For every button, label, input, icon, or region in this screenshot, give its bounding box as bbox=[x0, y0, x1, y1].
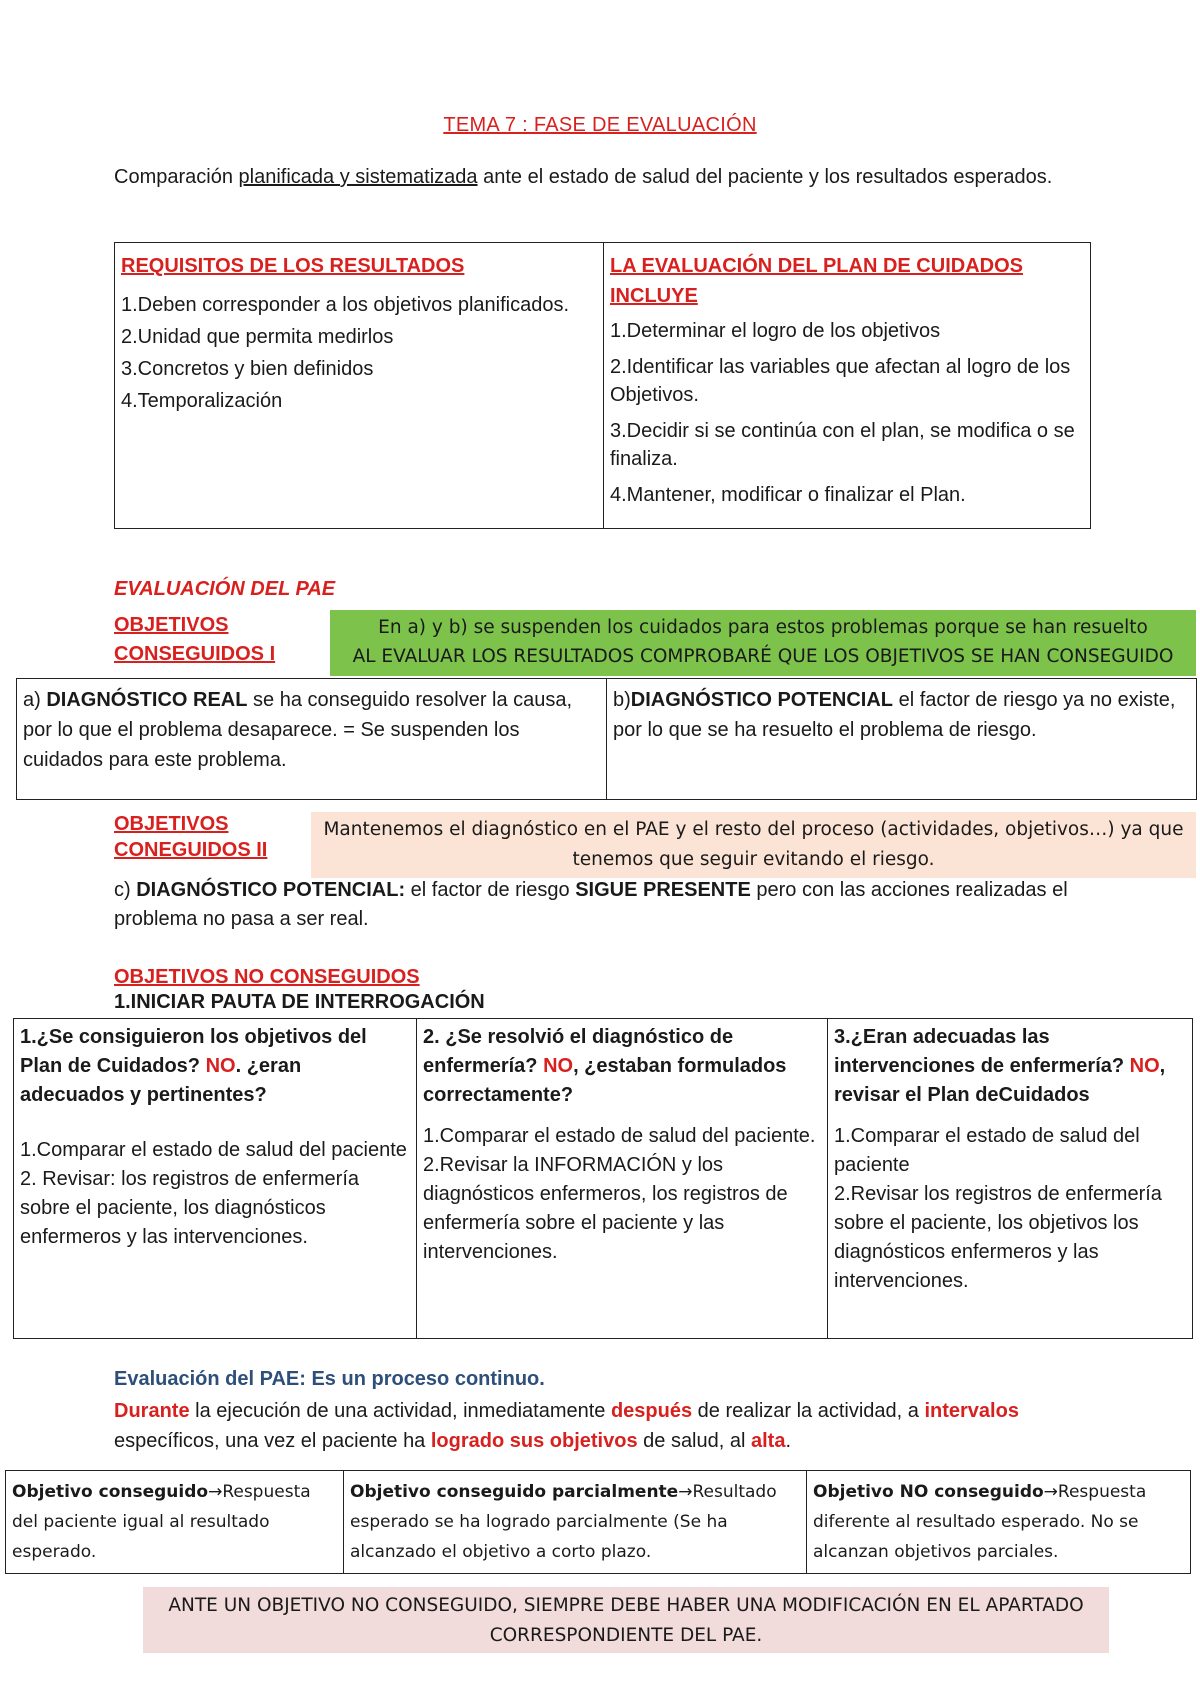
diagnostico-a-prefix: a) bbox=[23, 689, 47, 711]
interrogacion-body: 1.Comparar el estado de salud del paciente 2. Revisar: los registros de enfermería sobre el paciente, los diagnósticos enfermeros y las intervenciones. bbox=[20, 1139, 407, 1248]
keyword-alta: alta bbox=[751, 1430, 786, 1452]
intro-text-post: ante el estado de salud del paciente y los resultados esperados. bbox=[477, 166, 1053, 188]
keyword-durante: Durante bbox=[114, 1400, 190, 1422]
continuo-text: de realizar la actividad, a bbox=[692, 1400, 925, 1422]
resultado-no-conseguido-cell bbox=[807, 1471, 1191, 1574]
diagnostico-c-text2: pero con las acciones realizadas el problema no pasa a ser real. bbox=[114, 879, 1068, 930]
requisitos-item: 2.Unidad que permita medirlos bbox=[121, 326, 394, 348]
resultado-label: Objetivo conseguido parcialmente bbox=[350, 1482, 679, 1502]
question-text: 3.¿Eran adecuadas las intervenciones de enfermería? bbox=[834, 1026, 1130, 1077]
objetivos-conseguidos-1-label: OBJETIVOS CONSEGUIDOS I bbox=[114, 614, 276, 665]
objetivos-no-conseguidos-label: OBJETIVOS NO CONSEGUIDOS bbox=[114, 966, 420, 988]
peach-banner: Mantenemos el diagnóstico en el PAE y el resto del proceso (actividades, objetivos…) ya que tenemos que seguir evitando el riesgo. bbox=[311, 812, 1196, 878]
continuo-paragraph bbox=[114, 1396, 1074, 1456]
sigue-presente-text: SIGUE PRESENTE bbox=[575, 879, 751, 901]
interrogacion-question bbox=[20, 1023, 410, 1110]
evaluacion-plan-heading: LA EVALUACIÓN DEL PLAN DE CUIDADOS INCLUYE bbox=[610, 255, 1023, 307]
diagnostico-table bbox=[16, 678, 1197, 800]
diagnostico-real-label: DIAGNÓSTICO REAL bbox=[46, 689, 248, 711]
question-text-post: . ¿eran adecuados y pertinentes? bbox=[20, 1055, 302, 1106]
interrogacion-question bbox=[423, 1023, 821, 1110]
page-title: TEMA 7 : FASE DE EVALUACIÓN bbox=[443, 114, 757, 136]
pauta-interrogacion: 1.INICIAR PAUTA DE INTERROGACIÓN bbox=[114, 991, 485, 1013]
evaluacion-plan-item: 4.Mantener, modificar o finalizar el Plan. bbox=[610, 484, 966, 506]
diagnostico-c-text1: el factor de riesgo bbox=[405, 879, 576, 901]
evaluacion-plan-item: 1.Determinar el logro de los objetivos bbox=[610, 320, 941, 342]
interrogacion-body: 1.Comparar el estado de salud del paciente 2.Revisar los registros de enfermería sobre el paciente, los objetivos los diagnósticos enfermeros y las intervenciones. bbox=[834, 1125, 1162, 1292]
diagnostico-real-text: se ha conseguido resolver la causa, por lo que el problema desaparece. = Se suspenden los cuidados para este problema. bbox=[23, 689, 573, 771]
resultado-text: →Respuesta diferente al resultado esperado. No se alcanzan objetivos parciales. bbox=[813, 1482, 1147, 1562]
keyword-despues: después bbox=[610, 1400, 693, 1422]
resultado-label: Objetivo NO conseguido bbox=[813, 1482, 1044, 1502]
requisitos-table bbox=[114, 242, 1091, 529]
green-banner bbox=[330, 610, 1196, 676]
evaluacion-plan-item: 3.Decidir si se continúa con el plan, se modifica o se finaliza. bbox=[610, 420, 1075, 470]
diagnostico-c-label: DIAGNÓSTICO POTENCIAL: bbox=[136, 879, 406, 901]
evaluacion-plan-cell bbox=[604, 243, 1091, 529]
requisitos-item: 3.Concretos y bien definidos bbox=[121, 358, 374, 380]
question-text: 2. ¿Se resolvió el diagnóstico de enfermería? bbox=[423, 1026, 734, 1077]
intro-text-underlined: planificada y sistematizada bbox=[238, 166, 478, 188]
question-text-post: , revisar el Plan deCuidados bbox=[834, 1055, 1166, 1106]
requisitos-cell bbox=[115, 243, 604, 529]
pae-section-title: EVALUACIÓN DEL PAE bbox=[114, 578, 336, 600]
requisitos-heading: REQUISITOS DE LOS RESULTADOS bbox=[121, 255, 465, 277]
keyword-intervalos: intervalos bbox=[924, 1400, 1019, 1422]
continuo-text: . bbox=[785, 1430, 792, 1452]
continuo-text: la ejecución de una actividad, inmediatamente bbox=[189, 1400, 611, 1422]
diagnostico-potencial-text: el factor de riesgo ya no existe, por lo que se ha resuelto el problema de riesgo. bbox=[613, 689, 1176, 741]
final-banner: ANTE UN OBJETIVO NO CONSEGUIDO, SIEMPRE DEBE HABER UNA MODIFICACIÓN EN EL APARTADO CORRESPONDIENTE DEL PAE. bbox=[143, 1587, 1109, 1653]
keyword-logrado: logrado sus objetivos bbox=[430, 1430, 638, 1452]
interrogacion-cell-2 bbox=[417, 1019, 828, 1339]
diagnostico-potencial-cell bbox=[607, 679, 1197, 800]
question-text: 1.¿Se consiguieron los objetivos del Plan de Cuidados? bbox=[20, 1026, 367, 1077]
intro-paragraph bbox=[114, 164, 1074, 191]
diagnostico-b-prefix: b) bbox=[613, 689, 631, 711]
evaluacion-plan-item: 2.Identificar las variables que afectan al logro de los Objetivos. bbox=[610, 356, 1071, 406]
green-banner-line1: En a) y b) se suspenden los cuidados para estos problemas porque se han resuelto bbox=[378, 617, 1148, 638]
resultados-table bbox=[5, 1470, 1191, 1574]
requisitos-item: 4.Temporalización bbox=[121, 390, 283, 412]
question-text-post: , ¿estaban formulados correctamente? bbox=[423, 1055, 787, 1106]
continuo-text: de salud, al bbox=[637, 1430, 751, 1452]
diagnostico-real-cell bbox=[17, 679, 607, 800]
resultado-label: Objetivo conseguido bbox=[12, 1482, 209, 1502]
green-banner-line2: AL EVALUAR LOS RESULTADOS COMPROBARÉ QUE LOS OBJETIVOS SE HAN CONSEGUIDO bbox=[352, 646, 1174, 667]
interrogacion-cell-1 bbox=[14, 1019, 417, 1339]
resultado-conseguido-cell bbox=[6, 1471, 344, 1574]
resultado-text: →Respuesta del paciente igual al resultado esperado. bbox=[12, 1482, 311, 1562]
diagnostico-c-paragraph bbox=[114, 876, 1094, 934]
diagnostico-c-prefix: c) bbox=[114, 879, 137, 901]
intro-text-pre: Comparación bbox=[114, 166, 239, 188]
interrogacion-cell-3 bbox=[828, 1019, 1193, 1339]
question-no: NO bbox=[543, 1055, 574, 1077]
question-no: NO bbox=[205, 1055, 236, 1077]
question-no: NO bbox=[1129, 1055, 1160, 1077]
interrogacion-body: 1.Comparar el estado de salud del paciente. 2.Revisar la INFORMACIÓN y los diagnósticos enfermeros, los registros de enfermería sobre el paciente y las intervenciones. bbox=[423, 1125, 816, 1263]
requisitos-item: 1.Deben corresponder a los objetivos planificados. bbox=[121, 294, 570, 316]
continuo-text: específicos, una vez el paciente ha bbox=[114, 1430, 431, 1452]
continuo-heading: Evaluación del PAE: Es un proceso continuo. bbox=[114, 1368, 545, 1390]
objetivos-conseguidos-2-label: OBJETIVOS CONEGUIDOS II bbox=[114, 813, 268, 861]
diagnostico-potencial-label: DIAGNÓSTICO POTENCIAL bbox=[630, 689, 894, 711]
interrogacion-question bbox=[834, 1023, 1186, 1110]
resultado-text: →Resultado esperado se ha logrado parcialmente (Se ha alcanzado el objetivo a corto plazo. bbox=[350, 1482, 777, 1562]
interrogacion-table bbox=[13, 1018, 1193, 1339]
resultado-parcial-cell bbox=[344, 1471, 807, 1574]
